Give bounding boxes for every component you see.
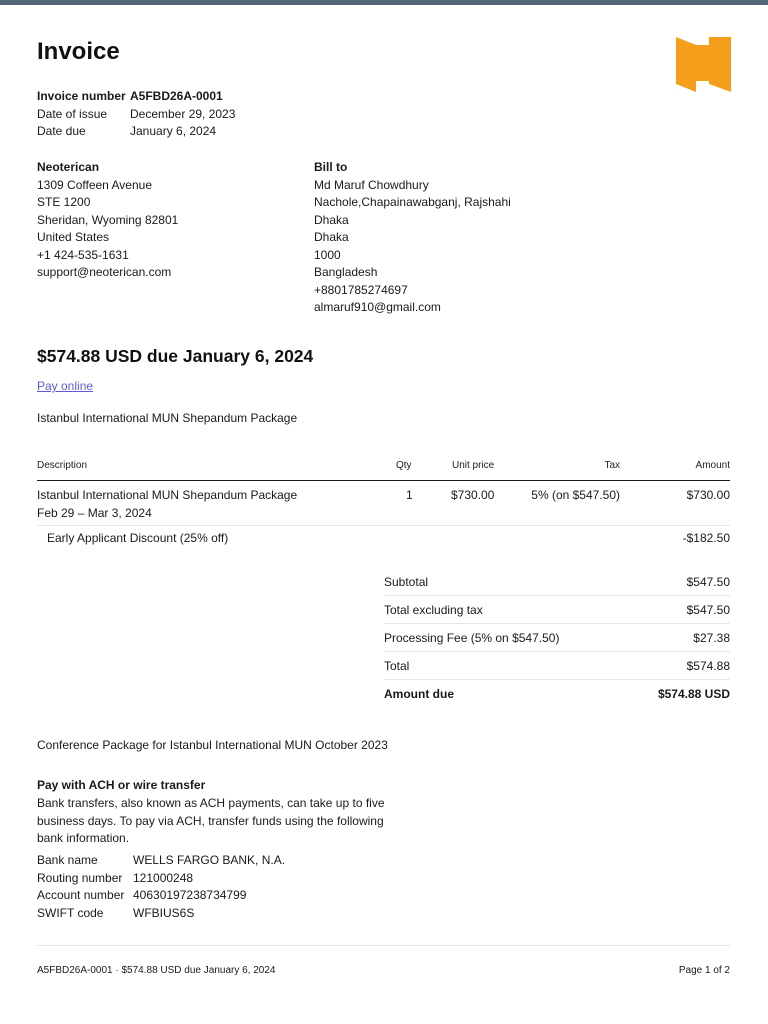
summary-label: Processing Fee (5% on $547.50) bbox=[384, 631, 560, 645]
item-tax: 5% (on $547.50) bbox=[531, 488, 620, 502]
invoice-footnote: Conference Package for Istanbul International MUN October 2023 bbox=[37, 738, 388, 752]
summary-value: $574.88 bbox=[686, 659, 730, 673]
address-line: STE 1200 bbox=[37, 195, 91, 209]
bank-label: SWIFT code bbox=[37, 905, 104, 920]
table-header bbox=[37, 452, 730, 481]
invoice-memo: Istanbul International MUN Shepandum Package bbox=[37, 411, 298, 425]
item-unit-price: $730.00 bbox=[451, 488, 495, 502]
item-amount: $730.00 bbox=[686, 488, 730, 502]
address-line: 1000 bbox=[314, 247, 341, 262]
column-header-qty: Qty bbox=[396, 460, 412, 471]
pay-online-link[interactable]: Pay online bbox=[37, 379, 94, 393]
summary-value: $547.50 bbox=[686, 575, 730, 589]
summary-label: Total excluding tax bbox=[384, 603, 483, 617]
address-line: Bangladesh bbox=[314, 265, 378, 279]
address-line: Dhaka bbox=[314, 212, 349, 227]
column-header-amount: Amount bbox=[695, 460, 730, 471]
meta-label: Date due bbox=[37, 124, 86, 138]
summary-row-processing-fee bbox=[384, 624, 730, 652]
discount-row bbox=[37, 526, 730, 554]
bank-value: 121000248 bbox=[133, 870, 194, 885]
summary-label: Subtotal bbox=[384, 575, 429, 589]
summary-value: $547.50 bbox=[686, 603, 730, 617]
footer-divider bbox=[37, 945, 730, 946]
meta-row-date-due bbox=[37, 123, 235, 141]
seller-address bbox=[37, 159, 178, 282]
bank-label: Routing number bbox=[37, 870, 123, 885]
line-items-table bbox=[37, 452, 730, 554]
meta-row-date-of-issue bbox=[37, 106, 235, 124]
amount-due-heading: $574.88 USD due January 6, 2024 bbox=[37, 346, 314, 366]
invoice-title: Invoice bbox=[37, 38, 120, 65]
top-accent-bar bbox=[0, 0, 768, 5]
bank-details bbox=[37, 852, 285, 922]
seller-phone: +1 424-535-1631 bbox=[37, 247, 129, 262]
bill-to-heading: Bill to bbox=[314, 160, 348, 174]
column-header-tax: Tax bbox=[604, 460, 620, 471]
ach-description: Bank transfers, also known as ACH payments, can take up to five business days. To pay via ACH, transfer funds using the following bank information. bbox=[37, 796, 385, 845]
ach-title: Pay with ACH or wire transfer bbox=[37, 778, 206, 792]
item-qty: 1 bbox=[406, 488, 413, 502]
customer-email: almaruf910@gmail.com bbox=[314, 300, 441, 314]
discount-amount: -$182.50 bbox=[682, 531, 730, 545]
summary-row-total-excluding-tax bbox=[384, 596, 730, 624]
item-name: Istanbul International MUN Shepandum Package bbox=[37, 488, 298, 502]
summary-value: $27.38 bbox=[693, 631, 730, 645]
bank-label: Bank name bbox=[37, 853, 98, 867]
meta-value: December 29, 2023 bbox=[130, 106, 236, 121]
summary-label: Total bbox=[384, 659, 410, 673]
address-line: Nachole,Chapainawabganj, Rajshahi bbox=[314, 195, 511, 209]
meta-value: A5FBD26A-0001 bbox=[130, 89, 223, 103]
summary-row-subtotal bbox=[384, 568, 730, 596]
bank-label: Account number bbox=[37, 888, 125, 902]
customer-name: Md Maruf Chowdhury bbox=[314, 177, 429, 192]
meta-row-invoice-number bbox=[37, 88, 235, 106]
bank-value: WELLS FARGO BANK, N.A. bbox=[133, 853, 286, 867]
summary-row-total bbox=[384, 652, 730, 680]
address-line: 1309 Coffeen Avenue bbox=[37, 177, 152, 192]
seller-name: Neoterican bbox=[37, 160, 100, 174]
address-line: United States bbox=[37, 230, 110, 244]
customer-phone: +8801785274697 bbox=[314, 282, 408, 297]
bank-row-account bbox=[37, 887, 285, 905]
address-line: Dhaka bbox=[314, 230, 349, 244]
meta-value: January 6, 2024 bbox=[130, 124, 217, 138]
meta-label: Invoice number bbox=[37, 89, 126, 103]
neoterican-logo-icon bbox=[676, 37, 731, 92]
summary-row-amount-due bbox=[384, 680, 730, 707]
address-line: Sheridan, Wyoming 82801 bbox=[37, 212, 179, 227]
column-header-unit-price: Unit price bbox=[452, 460, 495, 471]
summary-label: Amount due bbox=[384, 687, 454, 701]
bill-to-address bbox=[314, 159, 511, 317]
invoice-meta bbox=[37, 88, 235, 141]
seller-email: support@neoterican.com bbox=[37, 265, 172, 279]
footer-summary: A5FBD26A-0001 · $574.88 USD due January 6, 2024 bbox=[37, 965, 276, 976]
table-row bbox=[37, 481, 730, 526]
summary-value: $574.88 USD bbox=[657, 687, 730, 701]
bank-row-swift bbox=[37, 905, 285, 923]
bank-value: WFBIUS6S bbox=[133, 905, 195, 920]
bank-row-routing bbox=[37, 870, 285, 888]
discount-label: Early Applicant Discount (25% off) bbox=[47, 531, 229, 545]
page-number: Page 1 of 2 bbox=[678, 965, 730, 976]
bank-value: 40630197238734799 bbox=[133, 888, 247, 902]
item-period: Feb 29 – Mar 3, 2024 bbox=[37, 505, 152, 520]
meta-label: Date of issue bbox=[37, 106, 108, 121]
column-header-description: Description bbox=[37, 460, 88, 471]
item-description bbox=[37, 487, 297, 522]
totals-summary bbox=[384, 568, 730, 707]
bank-row-name bbox=[37, 852, 285, 870]
